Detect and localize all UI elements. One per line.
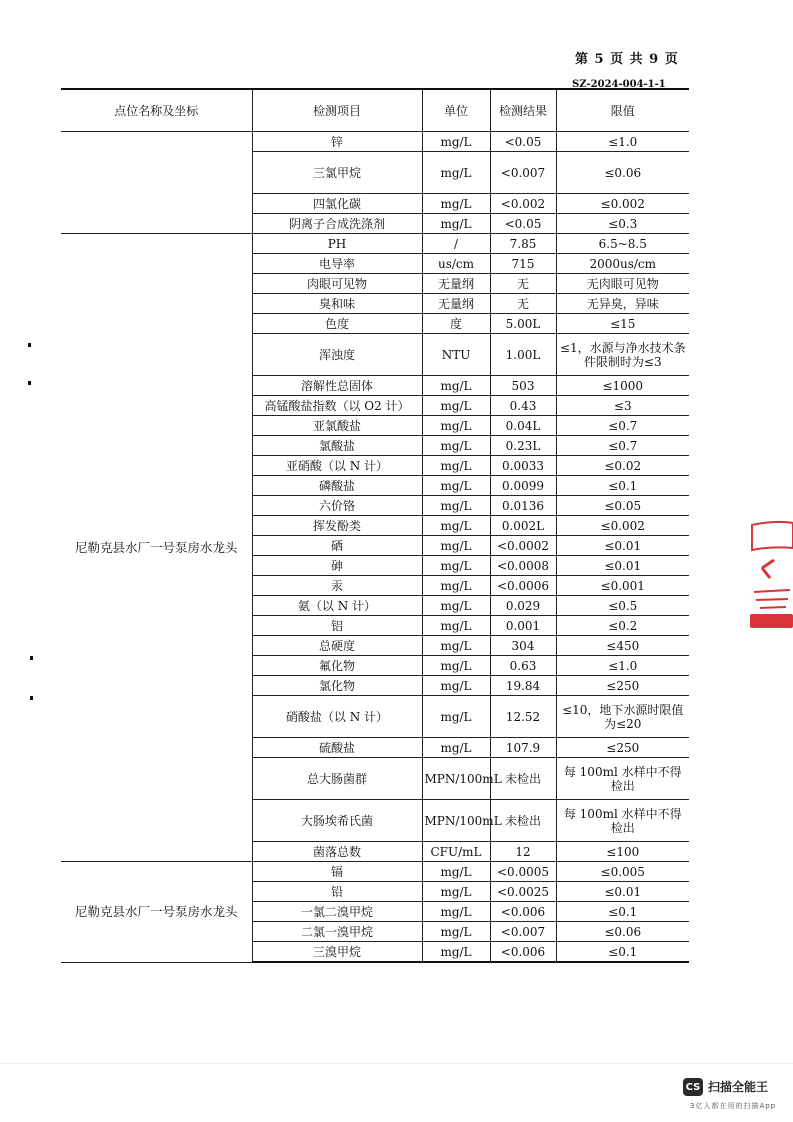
page-number: 第 5 页 共 9 页 (575, 52, 679, 67)
limit-cell: ≤0.01 (556, 882, 689, 902)
result-cell: <0.002 (490, 194, 556, 214)
limit-cell: ≤450 (556, 636, 689, 656)
unit-cell: mg/L (422, 576, 490, 596)
result-cell: <0.0025 (490, 882, 556, 902)
item-cell: 硒 (252, 536, 422, 556)
limit-cell: ≤3 (556, 396, 689, 416)
item-cell: 浑浊度 (252, 334, 422, 376)
item-cell: 镉 (252, 862, 422, 882)
limit-cell: 无肉眼可见物 (556, 274, 689, 294)
result-cell: 503 (490, 376, 556, 396)
col-result-header: 检测结果 (490, 89, 556, 132)
limit-cell: ≤0.02 (556, 456, 689, 476)
report-code: SZ-2024-004-1-1 (572, 79, 666, 90)
unit-cell: mg/L (422, 656, 490, 676)
limit-cell: ≤0.05 (556, 496, 689, 516)
item-cell: 氯酸盐 (252, 436, 422, 456)
unit-cell: NTU (422, 334, 490, 376)
item-cell: 大肠埃希氏菌 (252, 800, 422, 842)
limit-cell: 无异臭，异味 (556, 294, 689, 314)
limit-cell: ≤10，地下水源时限值为≤20 (556, 696, 689, 738)
item-cell: 溶解性总固体 (252, 376, 422, 396)
unit-cell: mg/L (422, 152, 490, 194)
result-cell: 0.0033 (490, 456, 556, 476)
limit-cell: ≤0.5 (556, 596, 689, 616)
item-cell: 氟化物 (252, 656, 422, 676)
item-cell: 电导率 (252, 254, 422, 274)
result-cell: <0.05 (490, 214, 556, 234)
unit-cell: mg/L (422, 556, 490, 576)
unit-cell: mg/L (422, 942, 490, 963)
item-cell: 亚氯酸盐 (252, 416, 422, 436)
item-cell: 二氯一溴甲烷 (252, 922, 422, 942)
limit-cell: 每 100ml 水样中不得检出 (556, 758, 689, 800)
unit-cell: mg/L (422, 862, 490, 882)
item-cell: 一氯二溴甲烷 (252, 902, 422, 922)
unit-cell: 无量纲 (422, 294, 490, 314)
item-cell: 铅 (252, 882, 422, 902)
item-cell: 总硬度 (252, 636, 422, 656)
limit-cell: ≤0.06 (556, 922, 689, 942)
limit-cell: ≤0.7 (556, 416, 689, 436)
limit-cell: ≤1000 (556, 376, 689, 396)
result-cell: 0.002L (490, 516, 556, 536)
item-cell: 砷 (252, 556, 422, 576)
item-cell: 高锰酸盐指数（以 O2 计） (252, 396, 422, 416)
unit-cell: mg/L (422, 696, 490, 738)
table-row (61, 862, 689, 882)
item-cell: 铝 (252, 616, 422, 636)
item-cell: 氯化物 (252, 676, 422, 696)
limit-cell: ≤0.3 (556, 214, 689, 234)
unit-cell: mg/L (422, 396, 490, 416)
result-cell: <0.006 (490, 942, 556, 963)
unit-cell: mg/L (422, 616, 490, 636)
item-cell: 色度 (252, 314, 422, 334)
item-cell: 四氯化碳 (252, 194, 422, 214)
unit-cell: mg/L (422, 922, 490, 942)
limit-cell: ≤0.06 (556, 152, 689, 194)
result-cell: 7.85 (490, 234, 556, 254)
unit-cell: mg/L (422, 596, 490, 616)
limit-cell: ≤250 (556, 676, 689, 696)
result-cell: 715 (490, 254, 556, 274)
item-cell: 阴离子合成洗涤剂 (252, 214, 422, 234)
limit-cell: ≤0.1 (556, 942, 689, 963)
result-cell: 304 (490, 636, 556, 656)
location-cell: 尼勒克县水厂一号泵房水龙头 (61, 862, 252, 963)
camscanner-logo-icon: CS (683, 1078, 703, 1096)
item-cell: PH (252, 234, 422, 254)
unit-cell: mg/L (422, 516, 490, 536)
limit-cell: 2000us/cm (556, 254, 689, 274)
limit-cell: 每 100ml 水样中不得检出 (556, 800, 689, 842)
limit-cell: ≤100 (556, 842, 689, 862)
unit-cell: mg/L (422, 194, 490, 214)
result-cell: <0.007 (490, 152, 556, 194)
result-cell: <0.0006 (490, 576, 556, 596)
result-cell: <0.05 (490, 132, 556, 152)
camscanner-app-name: 扫描全能王 (708, 1080, 769, 1094)
unit-cell: mg/L (422, 676, 490, 696)
unit-cell: mg/L (422, 496, 490, 516)
item-cell: 六价铬 (252, 496, 422, 516)
result-cell: 未检出 (490, 800, 556, 842)
item-cell: 臭和味 (252, 294, 422, 314)
unit-cell: mg/L (422, 456, 490, 476)
table-header-row (61, 89, 689, 132)
result-cell: 0.0136 (490, 496, 556, 516)
footer-divider (0, 1063, 793, 1064)
table-row (61, 132, 689, 152)
result-cell: 0.63 (490, 656, 556, 676)
result-cell: <0.0005 (490, 862, 556, 882)
limit-cell: ≤0.002 (556, 516, 689, 536)
unit-cell: / (422, 234, 490, 254)
result-cell: <0.007 (490, 922, 556, 942)
limit-cell: ≤1，水源与净水技术条件限制时为≤3 (556, 334, 689, 376)
col-limit-header: 限值 (556, 89, 689, 132)
unit-cell: mg/L (422, 536, 490, 556)
col-item-header: 检测项目 (252, 89, 422, 132)
result-cell: 107.9 (490, 738, 556, 758)
unit-cell: CFU/mL (422, 842, 490, 862)
result-cell: <0.006 (490, 902, 556, 922)
unit-cell: MPN/100mL (422, 758, 490, 800)
unit-cell: mg/L (422, 376, 490, 396)
limit-cell: ≤0.1 (556, 476, 689, 496)
item-cell: 硫酸盐 (252, 738, 422, 758)
item-cell: 硝酸盐（以 N 计） (252, 696, 422, 738)
limit-cell: ≤0.002 (556, 194, 689, 214)
col-location-header: 点位名称及坐标 (61, 89, 252, 132)
result-cell: 19.84 (490, 676, 556, 696)
result-cell: 无 (490, 274, 556, 294)
col-unit-header: 单位 (422, 89, 490, 132)
location-cell: 尼勒克县水厂一号泵房水龙头 (61, 234, 252, 862)
item-cell: 汞 (252, 576, 422, 596)
result-cell: 0.029 (490, 596, 556, 616)
limit-cell: 6.5~8.5 (556, 234, 689, 254)
limit-cell: ≤1.0 (556, 656, 689, 676)
item-cell: 三溴甲烷 (252, 942, 422, 963)
unit-cell: mg/L (422, 416, 490, 436)
result-cell: 未检出 (490, 758, 556, 800)
test-results-table (61, 88, 689, 963)
item-cell: 亚硝酸（以 N 计） (252, 456, 422, 476)
red-seal-stamp-fragment (750, 520, 793, 630)
table-row (61, 234, 689, 254)
result-cell: 5.00L (490, 314, 556, 334)
item-cell: 三氯甲烷 (252, 152, 422, 194)
unit-cell: mg/L (422, 636, 490, 656)
unit-cell: mg/L (422, 882, 490, 902)
result-cell: 12.52 (490, 696, 556, 738)
item-cell: 挥发酚类 (252, 516, 422, 536)
limit-cell: ≤0.01 (556, 556, 689, 576)
item-cell: 磷酸盐 (252, 476, 422, 496)
result-cell: 1.00L (490, 334, 556, 376)
limit-cell: ≤250 (556, 738, 689, 758)
limit-cell: ≤0.2 (556, 616, 689, 636)
limit-cell: ≤0.005 (556, 862, 689, 882)
limit-cell: ≤0.7 (556, 436, 689, 456)
unit-cell: mg/L (422, 902, 490, 922)
unit-cell: mg/L (422, 738, 490, 758)
camscanner-tagline: 3亿人都在用的扫描App (690, 1102, 777, 1110)
location-cell (61, 132, 252, 234)
unit-cell: 无量纲 (422, 274, 490, 294)
item-cell: 总大肠菌群 (252, 758, 422, 800)
result-cell: 0.0099 (490, 476, 556, 496)
result-cell: 0.001 (490, 616, 556, 636)
unit-cell: us/cm (422, 254, 490, 274)
limit-cell: ≤0.001 (556, 576, 689, 596)
item-cell: 锌 (252, 132, 422, 152)
limit-cell: ≤1.0 (556, 132, 689, 152)
result-cell: 0.04L (490, 416, 556, 436)
result-cell: <0.0002 (490, 536, 556, 556)
item-cell: 肉眼可见物 (252, 274, 422, 294)
result-cell: 0.23L (490, 436, 556, 456)
limit-cell: ≤0.01 (556, 536, 689, 556)
limit-cell: ≤0.1 (556, 902, 689, 922)
result-cell: 无 (490, 294, 556, 314)
unit-cell: mg/L (422, 214, 490, 234)
unit-cell: MPN/100mL (422, 800, 490, 842)
result-cell: 12 (490, 842, 556, 862)
unit-cell: mg/L (422, 132, 490, 152)
limit-cell: ≤15 (556, 314, 689, 334)
unit-cell: 度 (422, 314, 490, 334)
item-cell: 氨（以 N 计） (252, 596, 422, 616)
result-cell: <0.0008 (490, 556, 556, 576)
item-cell: 菌落总数 (252, 842, 422, 862)
unit-cell: mg/L (422, 436, 490, 456)
result-cell: 0.43 (490, 396, 556, 416)
unit-cell: mg/L (422, 476, 490, 496)
